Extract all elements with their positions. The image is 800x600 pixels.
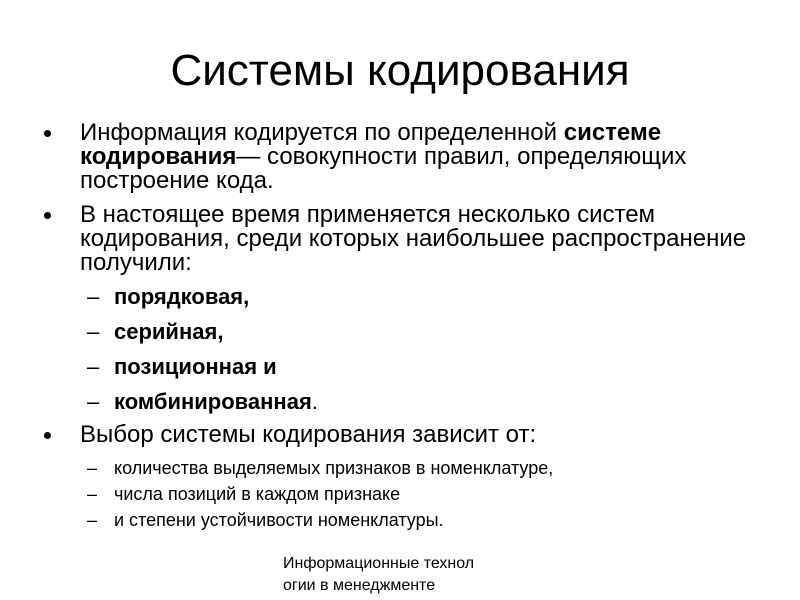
bullet-text: Выбор системы кодирования зависит от: — [80, 421, 537, 448]
system-type-suffix: . — [311, 389, 318, 414]
dash-icon: – — [87, 458, 98, 478]
factor-text: числа позиций в каждом признаке — [114, 484, 401, 504]
bullet-text: В настоящее время применяется несколько систем кодирования, среди которых наибольшее распространение получили: — [80, 201, 747, 276]
bullet-dot-icon — [44, 212, 51, 219]
dash-icon: – — [87, 484, 98, 504]
bullet-text-end: — совокупности правил, определяющих построение кода. — [80, 143, 687, 194]
bullet-coding-definition — [40, 121, 760, 193]
bullet-dot-icon — [44, 432, 51, 439]
list-item-factor — [40, 509, 760, 531]
list-item-factor — [40, 457, 760, 479]
slide-title: Системы кодирования — [170, 46, 630, 95]
bullet-dot-icon — [44, 130, 51, 137]
dash-icon: – — [87, 389, 100, 414]
system-type-name: порядковая, — [114, 284, 250, 309]
dash-icon: – — [87, 284, 100, 309]
footer-line: огии в менеджменте — [283, 577, 436, 594]
list-item-factor — [40, 483, 760, 505]
slide-footer — [283, 553, 533, 597]
list-item-system-type — [40, 320, 760, 344]
bullet-text: Информация кодируется по определенной — [80, 119, 564, 146]
list-item-system-type — [40, 285, 760, 309]
factor-text: и степени устойчивости номенклатуры. — [114, 510, 444, 530]
footer-line: Информационные технол — [283, 555, 475, 572]
bullet-choice-depends — [40, 423, 760, 447]
factor-text: количества выделяемых признаков в номенклатуре, — [114, 458, 554, 478]
list-item-system-type — [40, 355, 760, 379]
bullet-coding-systems — [40, 203, 760, 275]
slide-content — [40, 121, 760, 535]
dash-icon: – — [87, 319, 100, 344]
system-type-name: позиционная и — [114, 354, 277, 379]
bullet-bold-term: системе кодирования — [80, 119, 662, 170]
system-type-name: серийная, — [114, 319, 224, 344]
dash-icon: – — [87, 510, 98, 530]
dash-icon: – — [87, 354, 100, 379]
list-item-system-type — [40, 390, 760, 414]
system-type-name: комбинированная — [114, 389, 312, 414]
